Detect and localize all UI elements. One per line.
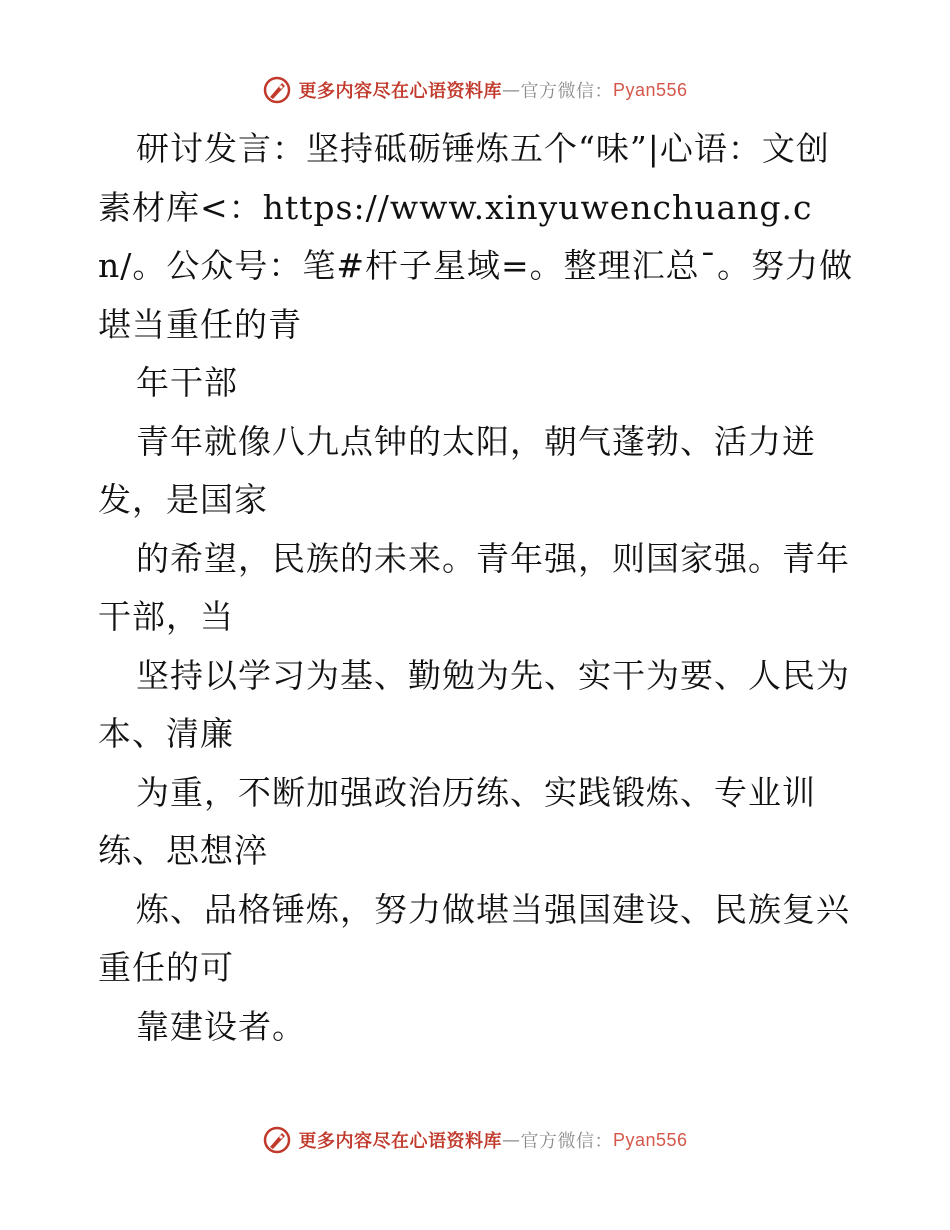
paragraph: 研讨发言：坚持砥砺锤炼五个“味”|心语：文创素材库<：https://www.xinyuwenchuang.cn/。公众号：笔#杆子星域=。整理汇总¯。努力做堪当重任的青 <box>98 129 854 344</box>
banner-dash: — <box>501 1129 521 1151</box>
document-body <box>98 120 858 1056</box>
paragraph: 坚持以学习为基、勤勉为先、实干为要、人民为本、清廉 <box>98 655 850 753</box>
paragraph: 年干部 <box>136 363 238 402</box>
banner-brand: 更多内容尽在心语资料库 <box>298 1131 502 1152</box>
banner-brand: 更多内容尽在心语资料库 <box>298 81 502 102</box>
paragraph: 为重，不断加强政治历练、实践锻炼、专业训练、思想淬 <box>98 772 816 870</box>
pen-nib-logo-icon <box>262 1125 292 1155</box>
banner-wechat-id: Pyan556 <box>612 1129 688 1150</box>
header-banner <box>0 70 950 110</box>
banner-dash: — <box>501 79 521 101</box>
banner-wechat-id: Pyan556 <box>612 79 688 100</box>
paragraph: 青年就像八九点钟的太阳，朝气蓬勃、活力迸发，是国家 <box>98 421 816 519</box>
paragraph: 的希望，民族的未来。青年强，则国家强。青年干部，当 <box>98 538 850 636</box>
banner-official-label: 官方微信： <box>520 1131 613 1152</box>
pen-nib-logo-icon <box>262 75 292 105</box>
paragraph: 靠建设者。 <box>136 1006 306 1046</box>
paragraph: 炼、品格锤炼，努力做堪当强国建设、民族复兴重任的可 <box>98 889 850 987</box>
footer-banner <box>0 1120 950 1160</box>
banner-official-label: 官方微信： <box>520 81 613 102</box>
